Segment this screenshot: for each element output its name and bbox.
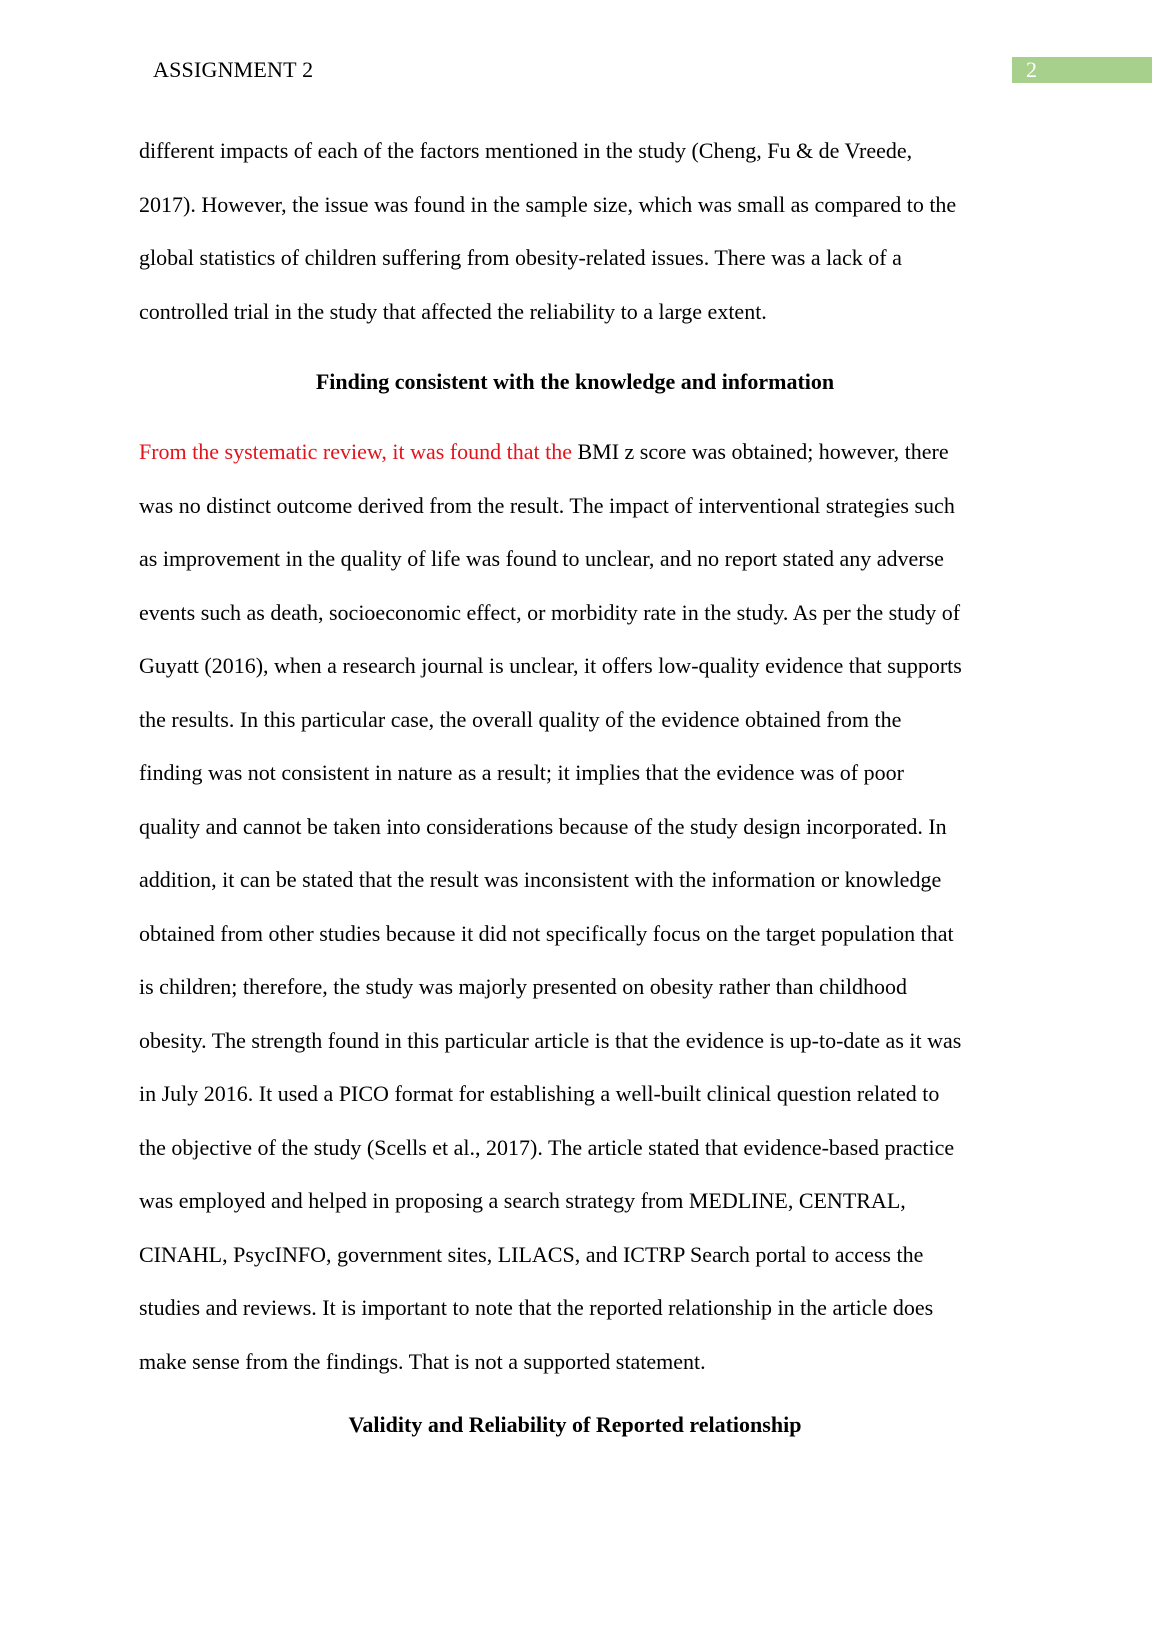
paragraph-line: events such as death, socioeconomic effect, or morbidity rate in the study. As per the study of: [139, 599, 961, 625]
highlighted-text: From the systematic review, it was found that the: [139, 439, 572, 464]
paragraph-line: the objective of the study (Scells et al., 2017). The article stated that evidence-based practice: [139, 1134, 955, 1160]
paragraph-line: make sense from the findings. That is not a supported statement.: [139, 1348, 706, 1374]
paragraph-text: BMI z score was obtained; however, there: [571, 439, 949, 464]
section-heading-findings: Finding consistent with the knowledge and information: [315, 369, 835, 394]
paragraph-line: Guyatt (2016), when a research journal is unclear, it offers low-quality evidence that supports: [139, 653, 962, 678]
paragraph-line: different impacts of each of the factors mentioned in the study (Cheng, Fu & de Vreede,: [139, 138, 913, 163]
paragraph-line: studies and reviews. It is important to note that the reported relationship in the article does: [139, 1295, 934, 1320]
paragraph-1: [139, 124, 1039, 338]
paragraph-line: obesity. The strength found in this particular article is that the evidence is up-to-date as it was: [139, 1027, 962, 1053]
paragraph-line: is children; therefore, the study was majorly presented on obesity rather than childhood: [139, 974, 907, 999]
page-number: 2: [1026, 57, 1037, 82]
paragraph-line: CINAHL, PsycINFO, government sites, LILACS, and ICTRP Search portal to access the: [139, 1241, 924, 1267]
running-head: ASSIGNMENT 2: [153, 57, 314, 82]
paragraph-line: the results. In this particular case, the overall quality of the evidence obtained from the: [139, 706, 902, 732]
page-number-badge: [1012, 57, 1152, 83]
paragraph-line: controlled trial in the study that affected the reliability to a large extent.: [139, 298, 767, 324]
paragraph-line: 2017). However, the issue was found in the sample size, which was small as compared to the: [139, 191, 957, 217]
paragraph-2: [139, 425, 1039, 1388]
paragraph-line: was no distinct outcome derived from the result. The impact of interventional strategies such: [139, 492, 955, 518]
paragraph-line: was employed and helped in proposing a search strategy from MEDLINE, CENTRAL,: [139, 1188, 906, 1213]
paragraph-line: as improvement in the quality of life was found to unclear, and no report stated any adverse: [139, 546, 944, 571]
paragraph-line: addition, it can be stated that the result was inconsistent with the information or knowledge: [139, 867, 942, 892]
paragraph-line: obtained from other studies because it did not specifically focus on the target population that: [139, 920, 954, 946]
paragraph-first-line: [139, 425, 1039, 479]
paragraph-line: finding was not consistent in nature as a result; it implies that the evidence was of poor: [139, 760, 904, 785]
paragraph-line: in July 2016. It used a PICO format for establishing a well-built clinical question related to: [139, 1081, 940, 1106]
paragraph-line: quality and cannot be taken into considerations because of the study design incorporated. In: [139, 813, 947, 839]
paragraph-line: global statistics of children suffering from obesity-related issues. There was a lack of a: [139, 245, 902, 270]
section-heading-validity: Validity and Reliability of Reported relationship: [348, 1412, 802, 1437]
